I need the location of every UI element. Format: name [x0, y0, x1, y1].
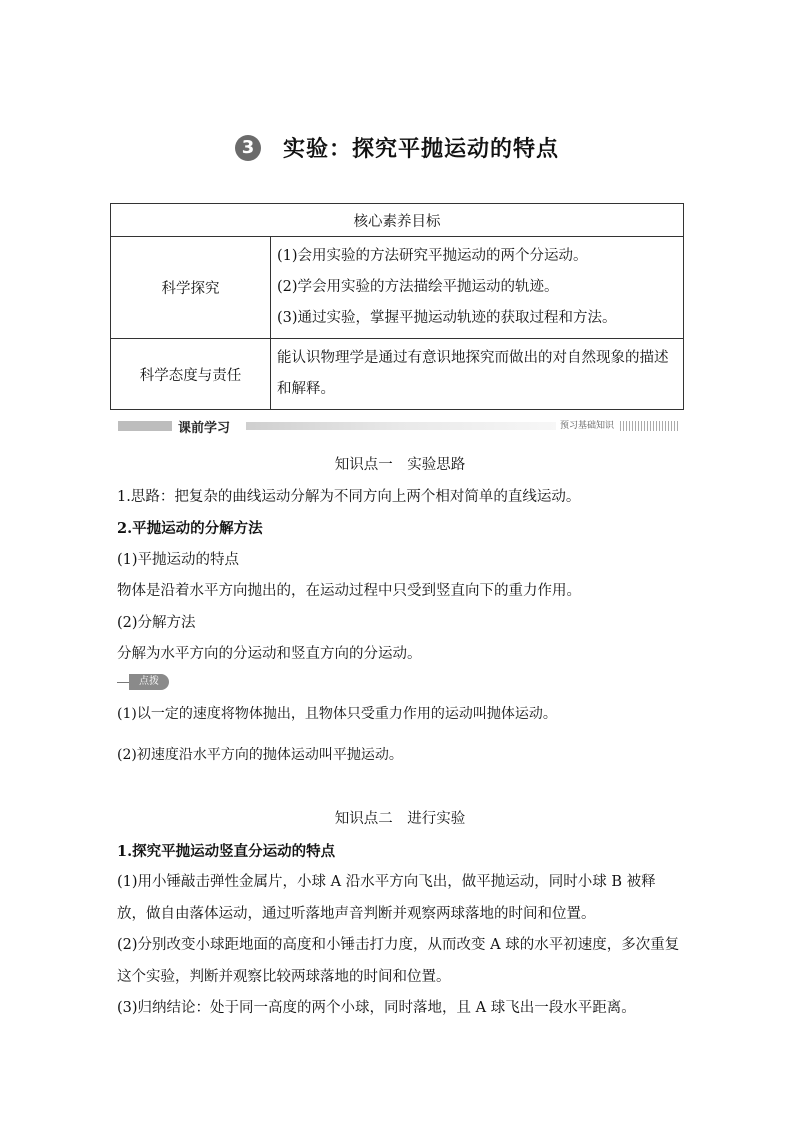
objective-item: (2)学会用实验的方法描绘平抛运动的轨迹。 — [277, 279, 559, 295]
tip-note-text: (2)初速度沿水平方向的抛体运动叫平抛运动。 — [117, 747, 403, 763]
kp2-paragraph: (3)归纳结论：处于同一高度的两个小球，同时落地，且 A 球飞出一段水平距离。 — [117, 1000, 636, 1016]
section-bar-label: 课前学习 — [178, 421, 231, 436]
title-text: 实验：探究平抛运动的特点 — [282, 137, 559, 162]
section-bar-hatch — [620, 421, 678, 431]
kp1-paragraph: 1.思路：把复杂的曲线运动分解为不同方向上两个相对简单的直线运动。 — [117, 488, 581, 505]
objective-item: (1)会用实验的方法研究平抛运动的两个分运动。 — [277, 248, 588, 264]
section-bar-tag: 预习基础知识 — [560, 421, 615, 431]
objective-item: 能认识物理学是通过有意识地探究而做出的对自然现象的描述和解释。 — [277, 350, 669, 397]
tip-badge-label: 点拨 — [129, 674, 169, 690]
kp2-paragraph: (2)分别改变小球距地面的高度和小锤击打力度，从而改变 A 球的水平初速度，多次重复这个实验，判断并观察比较两球落地的时间和位置。 — [117, 937, 680, 985]
kp1-paragraph: (2)分解方法 — [117, 614, 196, 631]
kp1-subheading: 2.平抛运动的分解方法 — [117, 520, 263, 537]
objective-item: (3)通过实验，掌握平抛运动轨迹的获取过程和方法。 — [277, 310, 617, 326]
kp1-paragraph: (1)平抛运动的特点 — [117, 551, 240, 568]
tip-note-text: (1)以一定的速度将物体抛出，且物体只受重力作用的运动叫抛体运动。 — [117, 706, 557, 722]
objective-category: 科学态度与责任 — [111, 339, 271, 410]
page-title — [0, 132, 794, 163]
tip-badge — [117, 674, 177, 690]
objective-content — [271, 237, 684, 339]
kp2-heading: 知识点二 进行实验 — [334, 811, 466, 827]
knowledge-point-1 — [117, 450, 683, 671]
kp1-paragraph: 物体是沿着水平方向抛出的，在运动过程中只受到竖直向下的重力作用。 — [117, 583, 581, 599]
kp1-heading: 知识点一 实验思路 — [334, 457, 466, 473]
knowledge-point-2 — [117, 804, 683, 1025]
kp1-paragraph: 分解为水平方向的分运动和竖直方向的分运动。 — [117, 646, 422, 662]
section-bar-gradient — [246, 422, 556, 430]
objectives-table — [110, 203, 684, 410]
section-bar-left-block — [118, 421, 172, 431]
objective-category: 科学探究 — [111, 237, 271, 339]
objective-content — [271, 339, 684, 410]
section-number-badge: 3 — [235, 135, 261, 161]
objectives-header: 核心素养目标 — [111, 204, 684, 237]
tip-note-2 — [117, 745, 683, 765]
kp2-paragraph: (1)用小锤敲击弹性金属片，小球 A 沿水平方向飞出，做平抛运动，同时小球 B 被释放，做自由落体运动，通过听落地声音判断并观察两球落地的时间和位置。 — [117, 874, 656, 922]
kp2-subheading: 1.探究平抛运动竖直分运动的特点 — [117, 842, 336, 860]
tip-note-1 — [117, 704, 683, 724]
section-bar — [118, 418, 678, 434]
